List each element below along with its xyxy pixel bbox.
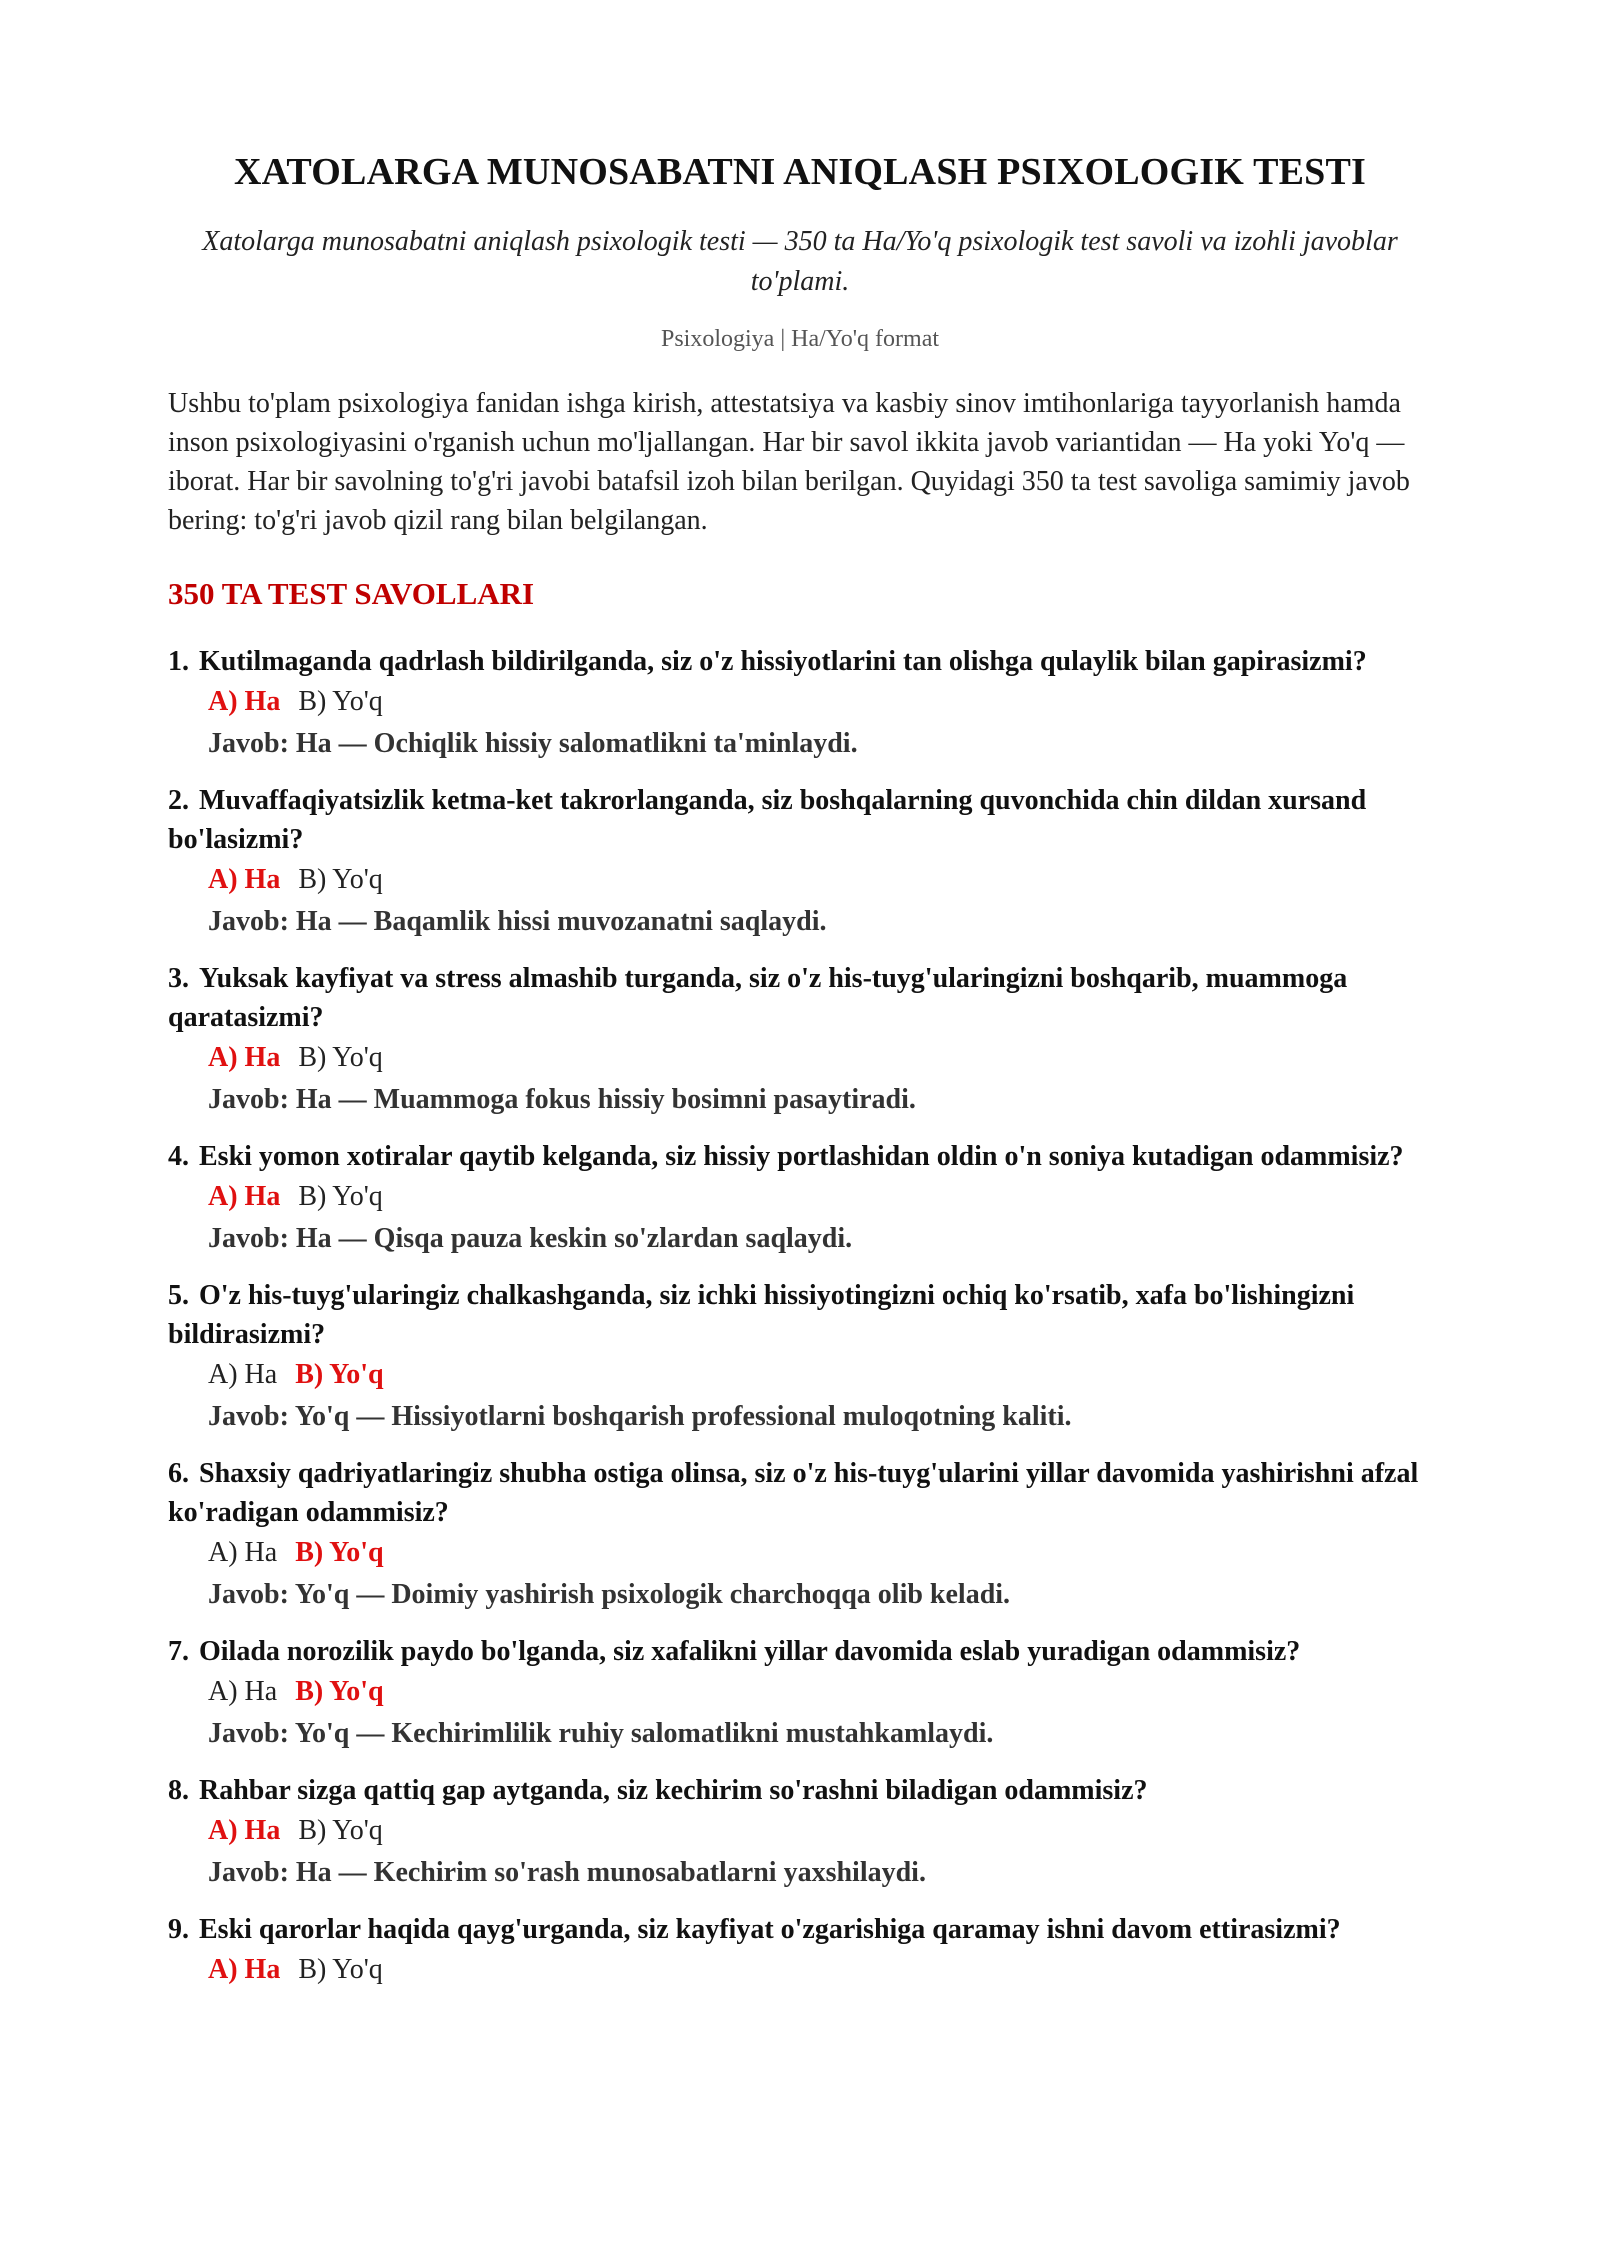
question-text	[168, 1632, 1432, 1671]
answer-explanation: Javob: Ha — Qisqa pauza keskin so'zlardan saqlaydi.	[208, 1222, 853, 1254]
question-item	[168, 1276, 1432, 1438]
question-body: Yuksak kayfiyat va stress almashib turganda, siz o'z his-tuyg'ularingizni boshqarib, muammoga qaratasizmi?	[168, 962, 1348, 1033]
answer-options	[208, 1354, 1432, 1396]
question-text	[168, 1771, 1432, 1810]
answer-options	[208, 1532, 1432, 1574]
question-body: Eski qarorlar haqida qayg'urganda, siz kayfiyat o'zgarishiga qaramay ishni davom ettirasizmi?	[199, 1913, 1341, 1945]
option-b-correct[interactable]: B) Yo'q	[295, 1536, 384, 1568]
option-b[interactable]: B) Yo'q	[298, 1180, 383, 1212]
option-b-correct[interactable]: B) Yo'q	[295, 1358, 384, 1390]
option-a-correct[interactable]: A) Ha	[208, 1180, 281, 1212]
question-number: 1.	[168, 645, 189, 677]
option-a-correct[interactable]: A) Ha	[208, 1041, 281, 1073]
question-text	[168, 642, 1432, 681]
answer-options	[208, 1176, 1432, 1218]
question-number: 9.	[168, 1913, 189, 1945]
question-item	[168, 1910, 1432, 1991]
question-number: 2.	[168, 784, 189, 816]
answer-options	[208, 859, 1432, 901]
question-body: Muvaffaqiyatsizlik ketma-ket takrorlanganda, siz boshqalarning quvonchida chin dildan xursand bo'lasizmi?	[168, 784, 1367, 855]
question-item	[168, 1454, 1432, 1616]
question-body: Rahbar sizga qattiq gap aytganda, siz kechirim so'rashni biladigan odammisiz?	[199, 1774, 1148, 1806]
question-number: 6.	[168, 1457, 189, 1489]
section-heading: 350 TA TEST SAVOLLARI	[168, 575, 535, 611]
answer-explanation: Javob: Yo'q — Hissiyotlarni boshqarish professional muloqotning kaliti.	[208, 1400, 1072, 1432]
answer-options	[208, 1949, 1432, 1991]
option-a[interactable]: A) Ha	[208, 1358, 278, 1390]
question-item	[168, 642, 1432, 765]
page-subtitle: Xatolarga munosabatni aniqlash psixologik testi — 350 ta Ha/Yo'q psixologik test savoli va izohli javoblar to'plami.	[202, 225, 1398, 297]
answer-options	[208, 1810, 1432, 1852]
question-list	[168, 642, 1432, 1991]
answer-explanation: Javob: Ha — Kechirim so'rash munosabatlarni yaxshilaydi.	[208, 1856, 926, 1888]
question-number: 7.	[168, 1635, 189, 1667]
question-text	[168, 1276, 1432, 1354]
question-body: Eski yomon xotiralar qaytib kelganda, siz hissiy portlashidan oldin o'n soniya kutadigan odammisiz?	[199, 1140, 1404, 1172]
question-text	[168, 1137, 1432, 1176]
question-body: Shaxsiy qadriyatlaringiz shubha ostiga olinsa, siz o'z his-tuyg'ularini yillar davomida yashirishni afzal ko'radigan odammisiz?	[168, 1457, 1419, 1528]
answer-explanation: Javob: Yo'q — Kechirimlilik ruhiy salomatlikni mustahkamlaydi.	[208, 1717, 994, 1749]
question-item	[168, 959, 1432, 1121]
question-body: Kutilmaganda qadrlash bildirilganda, siz o'z hissiyotlarini tan olishga qulaylik bilan gapirasizmi?	[199, 645, 1367, 677]
answer-options	[208, 1671, 1432, 1713]
question-text	[168, 781, 1432, 859]
question-text	[168, 1910, 1432, 1949]
question-text	[168, 1454, 1432, 1532]
question-item	[168, 1632, 1432, 1755]
answer-explanation: Javob: Ha — Ochiqlik hissiy salomatlikni ta'minlaydi.	[208, 727, 858, 759]
option-a-correct[interactable]: A) Ha	[208, 685, 281, 717]
question-body: O'z his-tuyg'ularingiz chalkashganda, siz ichki hissiyotingizni ochiq ko'rsatib, xafa bo'lishingizni bildirasizmi?	[168, 1279, 1355, 1350]
intro-paragraph: Ushbu to'plam psixologiya fanidan ishga kirish, attestatsiya va kasbiy sinov imtihonlariga tayyorlanish hamda inson psixologiyasini o'rganish uchun mo'ljallangan. Har bir savol ikkita javob variantidan — Ha yoki Yo'q — iborat. Har bir savolning to'g'ri javobi batafsil izoh bilan berilgan. Quyidagi 350 ta test savoliga samimiy javob bering: to'g'ri javob qizil rang bilan belgilangan.	[168, 387, 1410, 536]
answer-explanation: Javob: Ha — Baqamlik hissi muvozanatni saqlaydi.	[208, 905, 827, 937]
option-b[interactable]: B) Yo'q	[298, 1041, 383, 1073]
option-b[interactable]: B) Yo'q	[298, 1814, 383, 1846]
option-a-correct[interactable]: A) Ha	[208, 1814, 281, 1846]
question-number: 4.	[168, 1140, 189, 1172]
question-text	[168, 959, 1432, 1037]
option-b[interactable]: B) Yo'q	[298, 1953, 383, 1985]
category-meta: Psixologiya | Ha/Yo'q format	[660, 325, 940, 352]
option-b[interactable]: B) Yo'q	[298, 685, 383, 717]
option-a[interactable]: A) Ha	[208, 1675, 278, 1707]
option-a[interactable]: A) Ha	[208, 1536, 278, 1568]
answer-explanation: Javob: Ha — Muammoga fokus hissiy bosimni pasaytiradi.	[208, 1083, 916, 1115]
question-number: 5.	[168, 1279, 189, 1311]
question-item	[168, 1137, 1432, 1260]
option-b[interactable]: B) Yo'q	[298, 863, 383, 895]
answer-options	[208, 1037, 1432, 1079]
answer-options	[208, 681, 1432, 723]
question-item	[168, 1771, 1432, 1894]
option-a-correct[interactable]: A) Ha	[208, 1953, 281, 1985]
question-body: Oilada norozilik paydo bo'lganda, siz xafalikni yillar davomida eslab yuradigan odammisiz?	[199, 1635, 1301, 1667]
question-number: 8.	[168, 1774, 189, 1806]
question-item	[168, 781, 1432, 943]
answer-explanation: Javob: Yo'q — Doimiy yashirish psixologik charchoqqa olib keladi.	[208, 1578, 1011, 1610]
question-number: 3.	[168, 962, 189, 994]
page-title: XATOLARGA MUNOSABATNI ANIQLASH PSIXOLOGIK TESTI	[233, 151, 1367, 193]
option-b-correct[interactable]: B) Yo'q	[295, 1675, 384, 1707]
option-a-correct[interactable]: A) Ha	[208, 863, 281, 895]
